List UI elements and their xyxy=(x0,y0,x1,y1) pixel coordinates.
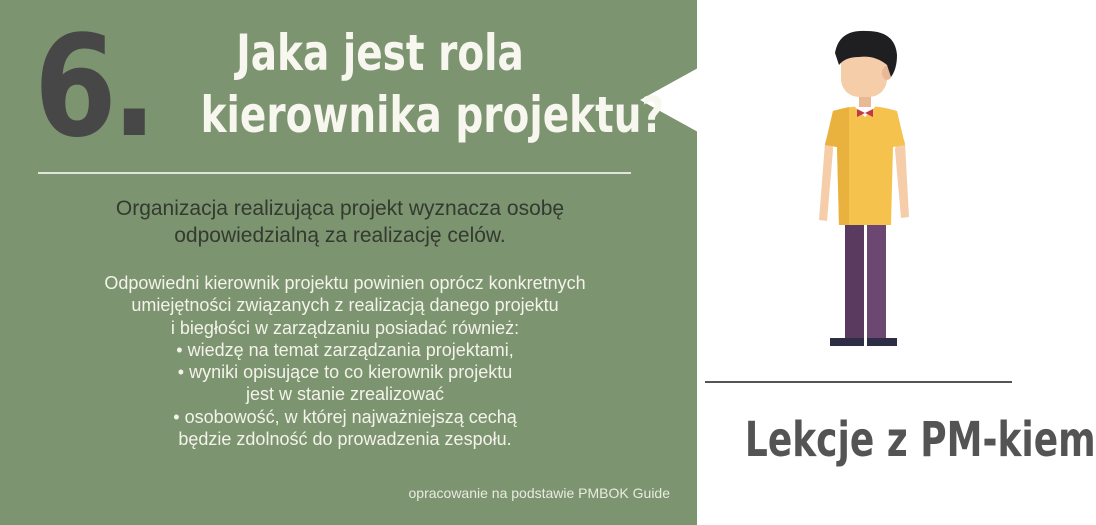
slide-number: 6. xyxy=(34,6,152,169)
bullet-item: • osobowość, w której najważniejszą cechą xyxy=(173,406,517,427)
right-leg xyxy=(867,220,886,338)
body-text xyxy=(20,272,670,450)
bullet-item: • wiedzę na temat zarządzania projektami, xyxy=(176,339,514,360)
slide-title-line: kierownika projektu? xyxy=(200,86,665,144)
slide-title-line: Jaka jest rola xyxy=(236,24,524,82)
left-shoe xyxy=(830,338,864,346)
body-line: Odpowiedni kierownik projektu powinien oprócz konkretnych xyxy=(104,273,586,293)
bullet-item-continuation: będzie zdolność do prowadzenia zespołu. xyxy=(178,429,512,450)
body-line: i biegłości w zarządzaniu posiadać również: xyxy=(170,317,520,338)
right-shoe xyxy=(867,338,897,346)
left-leg xyxy=(845,220,864,338)
bullet-item-continuation: jest w stanie zrealizować xyxy=(245,384,445,405)
intro-line: Organizacja realizująca projekt wyznacza osobę xyxy=(115,197,565,220)
brand-divider xyxy=(705,381,1012,383)
title-divider xyxy=(38,172,631,174)
body-line: umiejętności związanych z realizacją danego projektu xyxy=(131,295,559,316)
intro-text xyxy=(30,195,650,249)
bullet-item: • wyniki opisujące to co kierownik projektu xyxy=(177,362,513,383)
brand-title: Lekcje z PM-kiem xyxy=(744,412,1096,468)
slide-title xyxy=(200,22,665,146)
man-character-icon xyxy=(805,25,925,355)
intro-line: odpowiedzialną za realizację celów. xyxy=(174,224,506,247)
source-note: opracowanie na podstawie PMBOK Guide xyxy=(408,485,670,501)
